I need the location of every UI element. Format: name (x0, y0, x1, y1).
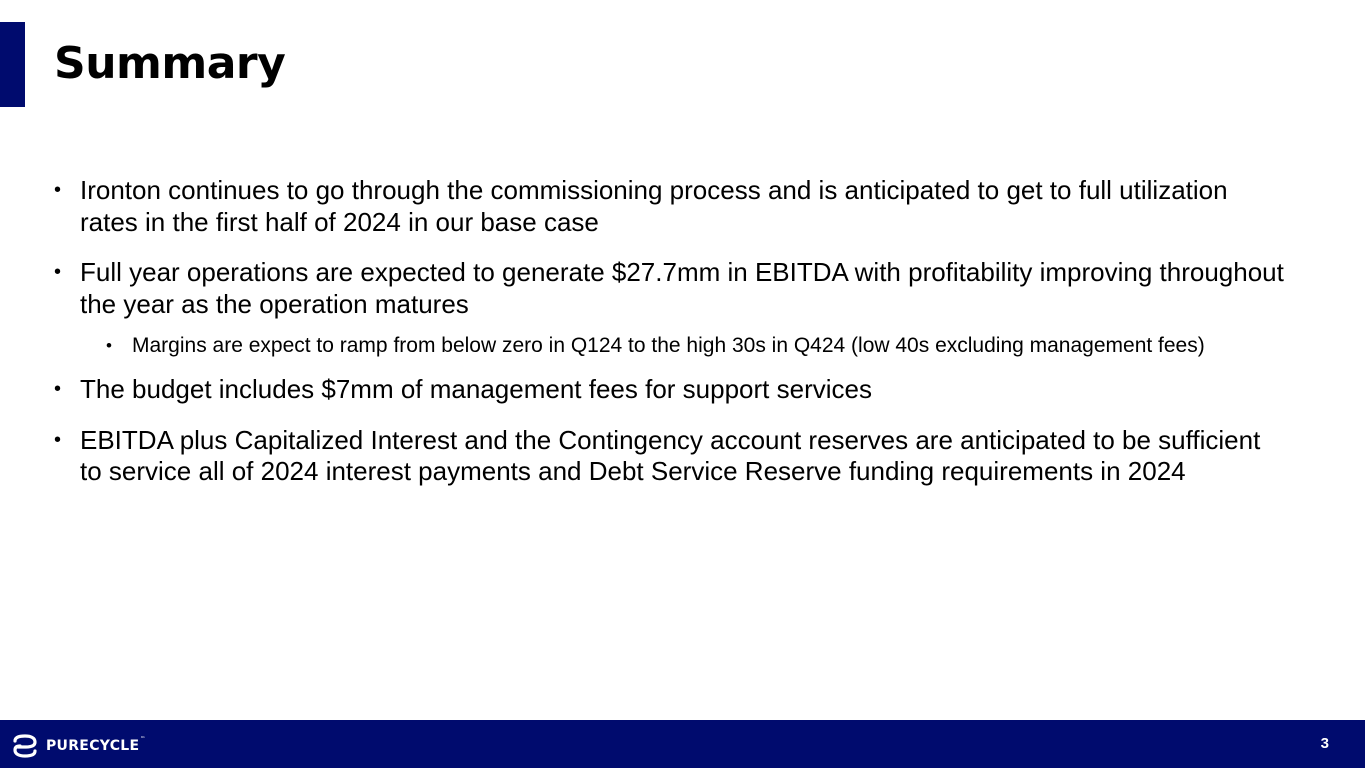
logo-trademark: ™ (140, 736, 146, 742)
bullet-item (54, 374, 1284, 406)
footer-bar (0, 720, 1365, 768)
bullet-item (54, 175, 1284, 238)
sub-bullet-list (80, 332, 1284, 359)
sub-bullet-text: Margins are expect to ramp from below zero in Q124 to the high 30s in Q424 (low 40s excluding management fees) (132, 334, 1205, 357)
logo-text-cycle: CYCLE (89, 738, 140, 754)
bullet-text: EBITDA plus Capitalized Interest and the Contingency account reserves are anticipated to be sufficient to service all of 2024 interest payments and Debt Service Reserve funding requirements in 2024 (80, 424, 1261, 486)
bullet-text: Full year operations are expected to generate $27.7mm in EBITDA with profitability improving throughout the year as the operation matures (80, 257, 1284, 319)
slide-content (54, 175, 1284, 507)
slide-title: Summary (54, 38, 286, 89)
bullet-text: Ironton continues to go through the commissioning process and is anticipated to get to full utilization rates in the first half of 2024 in our base case (80, 175, 1228, 237)
bullet-item (54, 425, 1284, 488)
sub-bullet-item (106, 332, 1284, 359)
bullet-item (54, 257, 1284, 359)
logo-wordmark (46, 734, 146, 758)
bullet-text: The budget includes $7mm of management fees for support services (80, 374, 872, 404)
bullet-list (54, 175, 1284, 488)
purecycle-logo (12, 734, 146, 758)
title-accent-bar (0, 22, 25, 107)
page-number: 3 (1320, 735, 1329, 752)
logo-text-pure: PURE (46, 738, 90, 754)
purecycle-logo-icon (12, 734, 38, 758)
